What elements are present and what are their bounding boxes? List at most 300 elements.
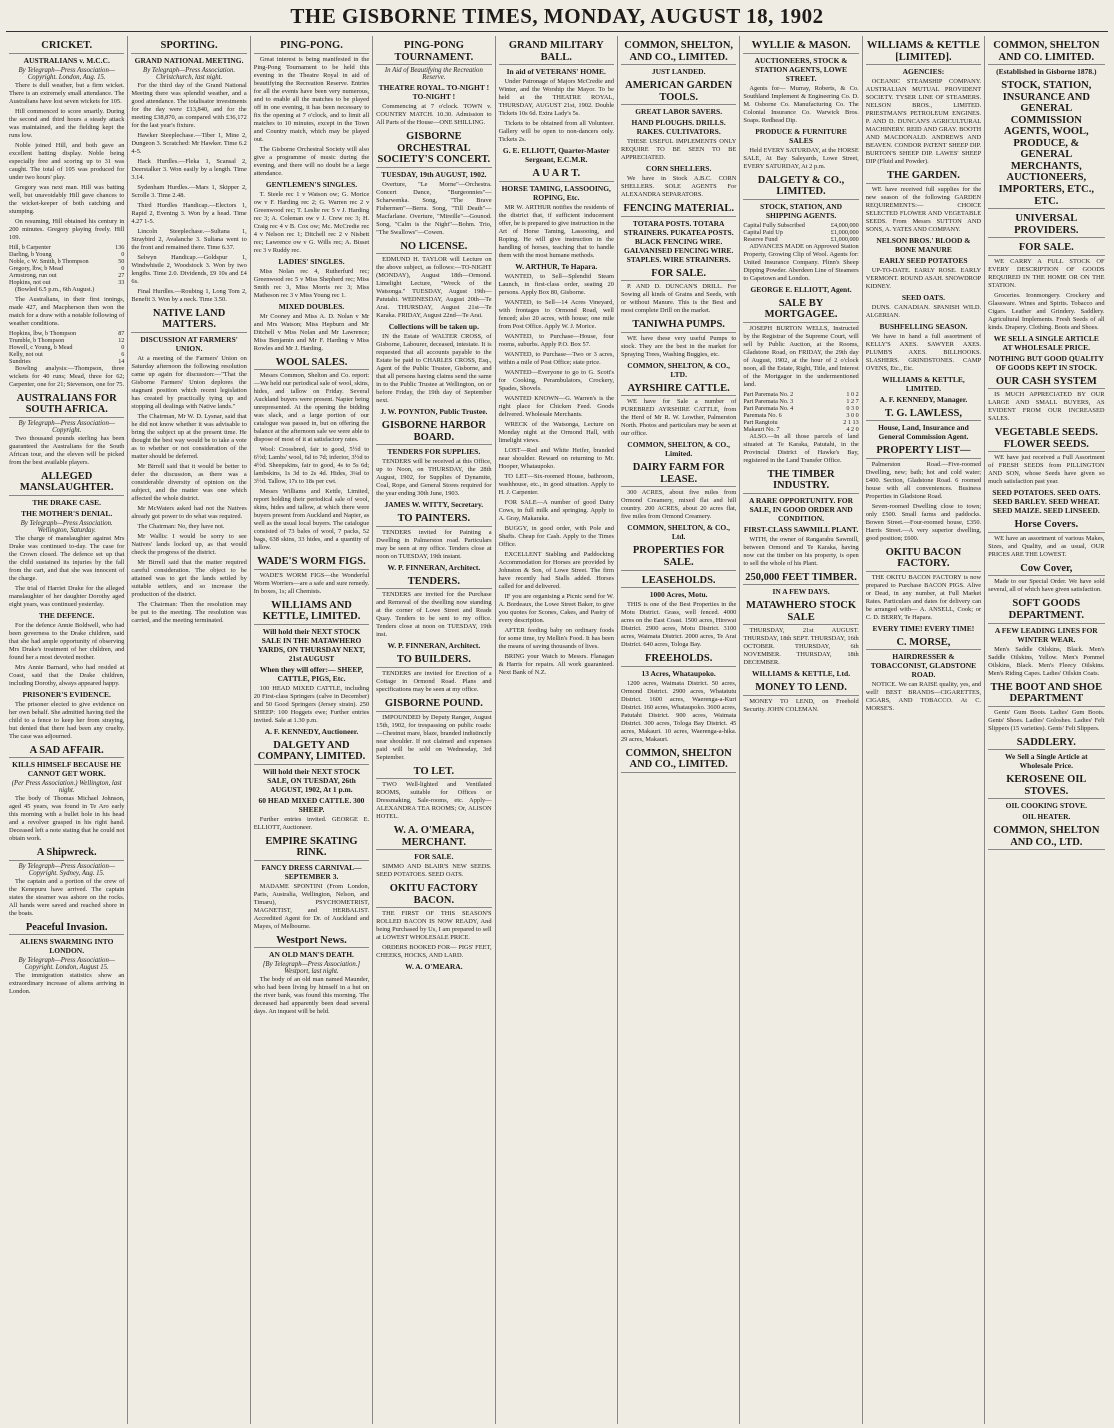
paragraph: SIMMO AND BLAIR'S NEW SEEDS. SEED POTATOES. SEED OATS. bbox=[376, 863, 492, 879]
centered-line: GRAND NATIONAL MEETING. bbox=[134, 55, 244, 65]
paragraph: WE have just received a Full Assortment of FRESH SEEDS from PILLINGTON AND SON, whose Seeds have given so much satisfaction past year. bbox=[988, 454, 1105, 486]
column-8 bbox=[863, 36, 985, 1424]
centered-line: EARLY SEED POTATOES bbox=[879, 255, 968, 265]
paragraph: MR W. ARTHUR notifies the residents of the district that, if sufficient inducement offer, he is prepared to give instruction in the Art of Horse Taming, Lassooing, and Roping. He will give instruction in the handling of horses, teaching that to handle them with the most humane methods. bbox=[498, 203, 614, 259]
headline: MATAWHERO STOCK SALE bbox=[743, 600, 858, 625]
headline: A U A R T. bbox=[499, 168, 614, 182]
paragraph: Groceries. Ironmongery. Crockery and Glassware. Wines and Spirits. Tobacco and Cigars. Leather and Grindery. Saddlery. Agricultural Implements. Fresh Seeds of all kinds. Drapery. Clothing. Boots and Shoes. bbox=[988, 291, 1105, 331]
centered-line: NELSON BROS.' BLOOD & BONE MANURE bbox=[876, 235, 971, 254]
headline: C. MORSE, bbox=[866, 637, 981, 651]
centered-line: THE DEFENCE. bbox=[38, 610, 95, 620]
paragraph: Selwyn Handicap.—Goldspur 1, Windwhistle 2, Woodstock 3. Won by two lengths. Time 2.0. Dividends, £9 10s and £4 6s. bbox=[131, 253, 247, 285]
centered-line: AUCTIONEERS, STOCK & STATION AGENTS, LOWE STREET. bbox=[754, 55, 848, 83]
table-cell: 1 0 2 bbox=[846, 390, 859, 398]
dateline: In Aid of Beautifying the Recreation Reserve. bbox=[384, 67, 483, 82]
centered-line: MIXED DOUBLES. bbox=[278, 301, 345, 311]
headline: THE TIMBER INDUSTRY. bbox=[743, 469, 858, 494]
table-cell: Sundries bbox=[9, 357, 31, 365]
dateline: By Telegraph—Press Association—Copyright. London, Aug. 15. bbox=[18, 66, 115, 81]
column-7 bbox=[740, 36, 862, 1424]
centered-line: Will hold their NEXT STOCK SALE, ON TUESDAY, 26th AUGUST, 1902, At 1 p.m. bbox=[262, 766, 361, 794]
table-row bbox=[9, 244, 124, 251]
paragraph: 1200 acres, Waimata District. 50 acres, Ormond District. 2900 acres, Whatatutu District. 1600 acres, Waerenga-a-Kuri District. 160 acres, Whataupoko. 3600 acres, Patutahi District. 900 acres, Waimata District. 300 acres, Tologa Bay District. 45 acres, Makauri. 10 acres, Waerenga-a-hika. 29 acres, Makauri. bbox=[620, 679, 737, 743]
paragraph: TWO Well-lighted and Ventilated ROOMS, suitable for Offices or Dressmaking, Sale-rooms, etc. Apply— ALEXANDRA TEA ROOMS; Or, ALISON HOTEL. bbox=[376, 781, 492, 821]
table-cell: Part Paremata No. 2 bbox=[743, 390, 794, 398]
headline: ALLEGED MANSLAUGHTER. bbox=[9, 471, 124, 496]
headline: OUR CASH SYSTEM bbox=[988, 376, 1104, 390]
headline: THE BOOT AND SHOE DEPARTMENT bbox=[988, 682, 1104, 707]
paragraph: EXCELLENT Stabling and Paddocking Accommodation for Horses are provided by Johnston & Son, of Lowe Street. The firm have recently had Stalls added. Horses called for and delivered. bbox=[498, 550, 614, 590]
masthead-title: THE GISBORNE TIMES, MONDAY, AUGUST 18, 1902 bbox=[290, 4, 824, 28]
table-cell: 4 2 0 bbox=[846, 425, 859, 433]
centered-line: 60 HEAD MIXED CATTLE. 300 SHEEP. bbox=[258, 795, 365, 814]
paragraph: WRECK of the Watsonga, Lecture on Monday night at the Ormond Hall, with limelight views. bbox=[498, 420, 614, 444]
table-row bbox=[743, 391, 858, 398]
centered-line: G. E. ELLIOTT, Quarter-Master Sergeant, E.C.M.R. bbox=[502, 146, 610, 165]
centered-line: AUSTRALIANS v. M.C.C. bbox=[23, 55, 110, 65]
centered-line: We Sell a Single Article at Wholesale Price. bbox=[1004, 752, 1088, 771]
column-6 bbox=[618, 36, 740, 1424]
table-cell: Howell, c Young, b Mead bbox=[9, 343, 73, 351]
paragraph: TO LET—Six-roomed House, bathroom, washhouse, etc., in good situation. Apply to H. J. Carpenter. bbox=[498, 472, 614, 496]
table-row bbox=[743, 426, 858, 433]
headline: PROPERTIES FOR SALE. bbox=[621, 545, 736, 570]
paragraph: IS MUCH APPRECIATED BY OUR LARGE AND SMALL BUYERS, AS EVIDENT FROM OUR INCREASED SALES. bbox=[988, 391, 1105, 423]
headline: THE GARDEN. bbox=[866, 170, 981, 184]
headline: GISBORNE POUND. bbox=[376, 698, 491, 712]
headline: SOFT GOODS DEPARTMENT. bbox=[988, 598, 1104, 623]
paragraph: The prisoner elected to give evidence on her own behalf. She admitted having tied the child to a fence to keep her from straying, but denied that there had been any cruelty. The case was adjourned. bbox=[9, 700, 125, 740]
headline: TO PAINTERS. bbox=[376, 513, 491, 527]
table-row bbox=[743, 398, 858, 405]
paragraph: P. AND D. DUNCAN'S DRILL. For Sowing all kinds of Grains and Seeds, with or without Manure. This is the Best and most complete Drill on the market. bbox=[620, 283, 737, 315]
paragraph: Hack Hurdles.—Fleka 1, Scansal 2, Deerstalker 3. Won easily by a length. Time 3.14. bbox=[131, 157, 247, 181]
dateline: By Telegraph—Press Association. Wellington, Saturday. bbox=[20, 519, 113, 534]
headline: KEROSENE OIL STOVES. bbox=[988, 774, 1104, 799]
paragraph: IN the Estate of WALTER CROSS, of Gisborne, Labourer, deceased, intestate. It is requested that all accounts payable to the Estate be paid to CHARLES CROSS, Esq., Agent of the Public Trustee, Gisborne, and that all persons having claims send the same in to the Public Trustee at Wellington, on or before Friday, the 19th day of September next. bbox=[376, 333, 492, 405]
paragraph: WE have for Sale a number of PUREBRED AYRSHIRE CATTLE, from the Herd of Mr R. W. Lowther, Palmerston North. Photos and particulars may be seen at our office. bbox=[620, 398, 737, 438]
paragraph: IMPOUNDED by Deputy Ranger, August 15th, 1902, for trespassing on public roads:—Chestnut mare, blaze, branded indistinctly near shoulder. If not claimed and expenses paid will be sold on Wednesday, 3rd September. bbox=[376, 713, 492, 761]
table-cell: 2 1 13 bbox=[843, 418, 859, 426]
table-cell: Hill, b Carpenter bbox=[9, 243, 51, 251]
headline: GRAND MILITARY BALL. bbox=[499, 40, 614, 65]
paragraph: Made to our Special Order. We have sold several, all of which have given satisfaction. bbox=[988, 578, 1105, 594]
centered-line: A. F. KENNEDY, Auctioneer. bbox=[264, 726, 359, 736]
centered-line: COMMON, SHELTON, & CO., Limited. bbox=[627, 440, 730, 459]
centered-line: House, Land, Insurance and General Commission Agent. bbox=[878, 423, 969, 442]
headline: CRICKET. bbox=[9, 40, 124, 54]
paragraph: WANTED, to Purchase—House, four rooms, suburbs. Apply P.O. Box 57. bbox=[498, 332, 614, 348]
paragraph: Mr Birrell said that it would be better to defer the discussion, as there was a considerable diversity of opinion on the subject, and the matter was one which affected the whole district. bbox=[131, 462, 247, 502]
paragraph: WE CARRY A FULL STOCK OF EVERY DESCRIPTION OF GOODS REQUIRED IN THE HOME OR ON THE STATION. bbox=[988, 257, 1105, 289]
table-cell: Trumble, b Thompson bbox=[9, 336, 65, 344]
centered-line: AN OLD MAN'S DEATH. bbox=[269, 950, 354, 960]
paragraph: WITH, the owner of Rangarahu Sawmill, between Ormond and Te Karaka, having now cut the timber on his property, is open to sell the whole of his Plant. bbox=[743, 535, 859, 567]
centered-line: W. P. FINNERAN, Architect. bbox=[387, 562, 481, 572]
data-table bbox=[743, 391, 858, 433]
paragraph: OCEANIC STEAMSHIP COMPANY. AUSTRALIAN MUTUAL PROVIDENT SOCIETY. TYSER LINE OF STEAMERS. NELSON BROS., LIMITED. PRIESTMAN'S PETROLEUM ENGINES. P. AND D. DUNCAN'S AGRICULTURAL MACHINERY. REID AND GRAY. BOOTH AND MACDONALD. ANDREWS AND BEAVEN. CONDOR PATENT SHEEP DIP. BURTON'S SHEEP DIP. LAWES' SHEEP DIP (Fluid and Powder). bbox=[865, 78, 982, 166]
headline: A SAD AFFAIR. bbox=[9, 745, 124, 759]
paragraph: Further entries invited. GEORGE E. ELLIOTT, Auctioneer. bbox=[253, 815, 370, 831]
paragraph: The trial of Harriet Drake for the alleged manslaughter of her daughter Dorothy aged eight years, was continued yesterday. bbox=[9, 584, 125, 608]
paragraph: Agents for— Murray, Roberts, & Co. Southland Implement & Engineering Co. D. M. Osborne Co. Manufacturing Co. The Colonial Insurance Co. Warwick Bros. Soaps. Redhead Dip. bbox=[743, 84, 859, 124]
paragraph: T. Steele rec 1 v Watson ow; G. Morice ow v F. Harding rec 2; G. Warren rec 2 v Greenwood rec; T. Leslie rec 5 v J. Harding rec 3; A. Coleman ow v J. Crew rec 3; H. Craig rec 4 v B. Cox ow; Mc. McCredie rec 4 v Nelson rec 1; Ditchell rec 2 v Nisbett rec; Lawrence ow v G. Wills rec; A. Bisset rec 3 v Ruddy rec. bbox=[253, 190, 370, 254]
centered-line: THEATRE ROYAL. TO-NIGHT ! TO-NIGHT ! bbox=[378, 83, 490, 102]
headline: COMMON, SHELTON AND CO. LIMITED. bbox=[988, 40, 1104, 65]
centered-line: THE MOTHER'S DENIAL. bbox=[21, 508, 113, 518]
paragraph: Mr Birrell said that the matter required careful consideration. The object to be attained was to get the lands settled by suitable settlers, and so increase the production of the district. bbox=[131, 558, 247, 598]
paragraph: EDMUND H. TAYLOR will Lecture on the above subject, as follows:—TO-NIGHT (MONDAY), August 18th—Ormond. Limelight Lecture, "Wreck of the Watsonga." TUESDAY, August 19th—Patutahi. WEDNESDAY, August 20th—Te Arai. THURSDAY, August 21st—Te Karaka. FRIDAY, August 22nd—Te Arai. bbox=[376, 256, 492, 320]
headline: UNIVERSAL PROVIDERS. bbox=[988, 213, 1104, 238]
centered-line: A. F. KENNEDY, Manager. bbox=[879, 394, 968, 404]
centered-line: OIL COOKING STOVE. bbox=[1005, 801, 1087, 811]
column-1 bbox=[6, 36, 128, 1424]
column-3 bbox=[251, 36, 373, 1424]
paragraph: We have in hand a full assortment of KELLY'S AXES. SAWYER AXES. PLUMB'S AXES. BILLHOOKS. SLASHERS. GRINDSTONES. CAMP OVENS, Etc., Etc. bbox=[865, 332, 982, 372]
table-cell: 0 bbox=[121, 264, 125, 272]
headline: TO LET. bbox=[376, 766, 491, 780]
paragraph: There is dull weather, but a firm wicket. There is an extremely small attendance. The Australians have lost seven wickets for 105. bbox=[9, 81, 125, 105]
table-cell: 1 2 7 bbox=[846, 397, 859, 405]
paragraph: Two thousand pounds sterling has been guaranteed the Australians for the South African tour, and the eleven will be picked from the best available players. bbox=[9, 434, 125, 466]
paragraph: WADE'S WORM FIGS—the Wonderful Worm Worriers—are a safe and sure remedy. In boxes, 1s; all Chemists. bbox=[253, 571, 370, 595]
table-row bbox=[9, 279, 124, 286]
table-cell: 0 bbox=[121, 343, 125, 351]
headline: FOR SALE. bbox=[621, 268, 736, 282]
masthead-rule bbox=[6, 31, 1108, 32]
paragraph: At a meeting of the Farmers' Union on Saturday afternoon the following resolution came up again for discussion:—"That the Gisborne Farmers' Union deplores the stagnant position which recent legislation has created by practically tying up and stopping all dealings with Native lands." bbox=[131, 354, 247, 410]
paragraph: FOR SALE—A number of good Dairy Cows, in full milk and springing. Apply to A. Gray, Makaraka. bbox=[498, 498, 614, 522]
column-4 bbox=[373, 36, 495, 1424]
paragraph: Under Patronage of Majors McCredie and Winter, and the Worship the Mayor. To be held at the THEATRE ROYAL, THURSDAY, AUGUST 21st, 1902. Double Tickets 10s 6d. Extra Lady's 5s. bbox=[498, 78, 614, 118]
paragraph: WE have received full supplies for the new season of the following GARDEN REQUIREMENTS:— CHOICE SELECTED FLOWER AND VEGETABLE SEEDS. From Messrs SUTTON AND SONS, A. YATES AND COMPANY. bbox=[865, 185, 982, 233]
table-cell: £4,000,000 bbox=[830, 221, 859, 229]
paragraph: NOTICE. We can RAISE quality, yes, and well! BEST BRANDS—CIGARETTES, CIGARS, AND TOBACCO. At C. MORSE'S. bbox=[865, 681, 982, 713]
centered-line: HAND PLOUGHS. DRILLS. RAKES. CULTIVATORS. bbox=[631, 118, 726, 137]
centered-line: TOTARA POSTS. TOTARA STRAINERS. PUKATEA POSTS. BLACK FENCING WIRE. GALVANISED FENCING WIRE. STAPLES. WIRE STRAINERS. bbox=[623, 218, 734, 264]
centered-line: SEED OATS. bbox=[901, 292, 946, 302]
paragraph: MADAME SPONTINI (From London, Paris, Australia, Wellington, Nelson, and Timaru), PSYCHOMETRIST, MAGNETIST, and HERBALIST. Accredited Agent for Dr. of Auckland and Mayes, of Melbourne. bbox=[253, 882, 370, 930]
paragraph: TENDERS are invited for the Purchase and Removal of the dwelling now standing at the corner of Lowe Street and Reads Quay. Tenders to be sent to my office. Tenders close at noon on TUESDAY, 19th inst. bbox=[376, 591, 492, 639]
centered-line: W. P. FINNERAN, Architect. bbox=[387, 641, 481, 651]
centered-line: 1000 Acres, Motu. bbox=[649, 590, 708, 600]
headline: MONEY TO LEND. bbox=[743, 682, 858, 696]
table-cell: Hopkins, not out bbox=[9, 278, 51, 286]
table-cell: 50 bbox=[118, 257, 125, 265]
centered-line: GREAT LABOR SAVERS. bbox=[635, 107, 723, 117]
headline: Cow Cover, bbox=[988, 563, 1104, 577]
headline: DAIRY FARM FOR LEASE. bbox=[621, 462, 736, 487]
paragraph: The charge of manslaughter against Mrs Drake was continued to-day. The case for the Crown closed. The defence set up that the child sustained its injuries by the fall from the cart, and that she was innocent of the charge. bbox=[9, 534, 125, 582]
table-row bbox=[743, 236, 858, 243]
table-cell: £1,000,000 bbox=[830, 228, 859, 236]
headline: Horse Covers. bbox=[988, 519, 1104, 533]
table-cell: Makauri No. 7 bbox=[743, 425, 780, 433]
headline: PING-PONG. bbox=[254, 40, 369, 54]
centered-line: WILLIAMS & KETTLE, Ltd. bbox=[751, 669, 851, 679]
paragraph: Lincoln Steeplechase.—Sultana 1, Straybird 2, Avalanche 3. Sultana went to the front and remained there. Time 6.37. bbox=[131, 227, 247, 251]
paragraph: The body of an old man named Maunder, who had been living by himself in a hut on the river bank, was found this morning. The deceased had apparently been dead several days. An inquest will be held. bbox=[253, 976, 370, 1016]
centered-line: HAIRDRESSER & TOBACCONIST, GLADSTONE ROAD. bbox=[870, 652, 977, 680]
centered-line: FIRST-CLASS SAWMILL PLANT. bbox=[743, 524, 859, 534]
table-row bbox=[743, 229, 858, 236]
dateline: By Telegraph—Press Association. Christchurch, last night. bbox=[143, 66, 236, 81]
centered-line: SEED POTATOES. SEED OATS. SEED BARLEY. SEED WHEAT. SEED MAIZE. SEED LINSEED. bbox=[992, 488, 1101, 516]
centered-line: LADIES' SINGLES. bbox=[278, 256, 345, 266]
paragraph: Seven-roomed Dwelling close to town; only £500. Small farms and paddocks. Bowen Street.—Four-roomed house, £350. Harris Street.—A very superior dwelling, good position; £600. bbox=[865, 502, 982, 542]
headline: WOOL SALES. bbox=[254, 357, 369, 371]
centered-line: A FEW LEADING LINES FOR WINTER WEAR. bbox=[994, 625, 1098, 644]
dateline: [By Telegraph—Press Association.] Westport, last night. bbox=[262, 961, 361, 976]
paragraph: 100 HEAD MIXED CATTLE, including 20 First-class Springers (calve in December) and 50 Good Springers (Jersey strain). 250 SHEEP: 100 Hoggets ewe; Further entries invited. Sale at 1.30 p.m. bbox=[253, 684, 370, 724]
centered-line: J. W. POYNTON, Public Trustee. bbox=[380, 407, 488, 417]
centered-line: FOR SALE. bbox=[414, 852, 454, 862]
headline: COMMON, SHELTON AND CO., LIMITED. bbox=[621, 748, 736, 773]
centered-line: HORSE TAMING, LASSOOING, ROPING, Etc. bbox=[501, 183, 611, 202]
paragraph: Messrs Williams and Kettle, Limited, report holding their periodical sale of wool, skins, hides and tallow, at which there were buyers present from Auckland and Napier, as well as the usual local buyers. The catalogue consisted of 73 bales of wool, 7 packs, 52 bags, 638 skins, 33 hides, and a quantity of tallow. bbox=[253, 488, 370, 552]
paragraph: WE have these very useful Pumps to stock. They are the best in the market for Spraying Trees, Washing Buggies, etc. bbox=[620, 334, 737, 358]
paragraph: The Chairman: No, they have not. bbox=[137, 522, 225, 530]
paragraph: Noble joined Hill, and both gave an excellent batting display. Noble being especially free and scoring up to 31 was caught. The total of 105 was produced for under two hours' play. bbox=[9, 141, 125, 181]
paragraph: BRING your Watch to Messrs. Flanagan & Harris for repairs. All work guaranteed. Next Bank of N.Z. bbox=[498, 652, 614, 676]
headline: SPORTING. bbox=[131, 40, 246, 54]
headline: OKITU FACTORY BACON. bbox=[376, 883, 491, 908]
paragraph: 300 ACRES, about five miles from Ormond Creamery, mixed flat and hill country. 200 ACRES, about 20 acres flat, five miles from Ormond Creamery. bbox=[620, 489, 737, 521]
centered-line: COMMON, SHELTON, & CO., LTD. bbox=[627, 360, 730, 379]
table-row bbox=[743, 405, 858, 412]
table-cell: Hopkins, lbw, b Thompson bbox=[9, 329, 77, 337]
centered-line: W. ARTHUR, Te Hapara. bbox=[515, 261, 598, 271]
paragraph: TENDERS will be received at this Office, up to Noon, on THURSDAY, the 28th August, 1902, for Supplies of Dynamite, Coal, Rope, and General Stores required for the year ending 30th June, 1903. bbox=[376, 458, 492, 498]
table-cell: 27 bbox=[118, 271, 125, 279]
paragraph: THE OKITU BACON FACTORY is now prepared to Purchase BACON PIGS. Alive or Dead, in any number, at Full Market Rates. Particulars and dates for delivery can be arranged with— A. ANSELL, Cook; or C. D. BERRY, Te Hapara. bbox=[865, 573, 982, 621]
centered-line: COMMON, SHELTON, & CO., Ltd. bbox=[627, 523, 730, 542]
headline: A Shipwreck. bbox=[9, 847, 124, 861]
table-cell: Paremata No. 6 bbox=[743, 411, 782, 419]
paragraph: BUGGY, in good order, with Pole and Shafts. Cheap for Cash. Apply to the Times Office. bbox=[498, 524, 614, 548]
centered-line: GEORGE E. ELLIOTT, Agent. bbox=[750, 284, 852, 294]
dateline: By Telegraph—Press Association—Copyright. London, August 15. bbox=[18, 957, 115, 972]
headline: SADDLERY. bbox=[988, 737, 1104, 751]
table-cell: Part Paremata No. 3 bbox=[743, 397, 794, 405]
centered-line: BUSHFELLING SEASON. bbox=[879, 321, 968, 331]
paragraph: The immigration statistics show an extraordinary increase of aliens arriving in London. bbox=[9, 972, 125, 996]
centered-line: WE SELL A SINGLE ARTICLE AT WHOLESALE PRICE. bbox=[993, 333, 1099, 352]
centered-line: 13 Acres, Whataupoko. bbox=[641, 668, 716, 678]
paragraph: WANTED—Everyone to go to G. Scott's for Cooking, Perambulators, Crockery, Spades, Shovels. bbox=[498, 368, 614, 392]
paragraph: Gregory was next man. Hill was batting well, but unavoidably Hill gave chances to the wicket-keeper of both catching and stumping. bbox=[9, 183, 125, 215]
table-cell: 0 3 0 bbox=[846, 404, 859, 412]
paragraph: WANTED, to Sell—Splendid Steam Launch, in first-class order, seating 20 persons. Apply Box 80, Gisborne. bbox=[498, 272, 614, 296]
centered-line: A RARE OPPORTUNITY. FOR SALE, IN GOOD ORDER AND CONDITION. bbox=[749, 495, 854, 523]
table-cell: Darling, b Young bbox=[9, 250, 52, 258]
columns-container bbox=[6, 36, 1108, 1424]
paragraph: LOST—Red and White Heifer, branded near shoulder. Reward on returning to Mr. Hooper, Whataupoko. bbox=[498, 446, 614, 470]
paragraph: THE FIRST OF THIS SEASON'S ROLLED BACON IS NOW READY, And being Purchased by Us, I am prepared to sell at LOWEST WHOLESALE PRICE. bbox=[376, 910, 492, 942]
table-row bbox=[9, 330, 124, 337]
centered-line: IN A FEW DAYS. bbox=[772, 587, 830, 597]
paragraph: Mr Wallis: I would be sorry to see Natives' lands locked up, as that would check the progress of the district. bbox=[131, 532, 247, 556]
table-cell: 33 bbox=[118, 278, 125, 286]
table-cell: Capital Fully Subscribed bbox=[743, 221, 805, 229]
paragraph: Gents' Gum Boots. Ladies' Gum Boots. Gents' Shoes. Ladies' Goloshes. Ladies' Felt Slippers (15 varieties). Gents' Felt Slippers. bbox=[988, 708, 1105, 732]
headline: Westport News. bbox=[254, 935, 369, 949]
paragraph: Third Hurdles Handicap.—Electors 1, Rapid 2, Evening 3. Won by a head. Time 4.27 1-5. bbox=[131, 201, 247, 225]
headline: AUSTRALIANS FOR SOUTH AFRICA. bbox=[9, 393, 124, 418]
headline: GISBORNE HARBOR BOARD. bbox=[376, 420, 491, 445]
table-row bbox=[9, 351, 124, 358]
paragraph: Sydenham Hurdles.—Mars 1, Skipper 2, Scrolle 3. Time 2.48. bbox=[131, 183, 247, 199]
table-cell: Armstrong, run out bbox=[9, 271, 57, 279]
centered-line: PRODUCE & FURNITURE SALES bbox=[755, 126, 847, 145]
headline: PING-PONG TOURNAMENT. bbox=[376, 40, 491, 65]
centered-line: EVERY TIME! EVERY TIME! bbox=[872, 623, 975, 633]
paragraph: On resuming, Hill obtained his century in 200 minutes. Gregory playing freely. Hill 109. bbox=[9, 217, 125, 241]
paragraph: JOSEPH BURTON WELLS, Instructed by the Registrar of the Supreme Court, will sell by Public Auction, at the Rooms, Gladstone Road, on FRIDAY, the 29th day of August, 1902, at the hour of 2 o'clock noon, all the Estate, Right, Title, and Interest of the Mortgagor in the undermentioned land. bbox=[743, 324, 859, 388]
table-row bbox=[9, 337, 124, 344]
paragraph: TENDERS invited for Painting a Dwelling in Palmerston road. Particulars may be seen at my office. Tenders close at noon on TUESDAY, 19th instant. bbox=[376, 528, 492, 560]
paragraph: Palmerston Road.—Five-roomed Dwelling, new; bath; hot and cold water; £400. Section, Gladstone Road. 6 roomed house with all conveniences. Business Properties in Gladstone Road. bbox=[865, 460, 982, 500]
paragraph: The body of Thomas Michael Johnson, aged 45 years, was found in Te Aro early this morning with a bullet hole in his head and a revolver grasped in his right hand. Deceased left a note stating that he could not obtain work. bbox=[9, 795, 125, 843]
dateline: By Telegraph—Press Association—Copyright. Sydney, Aug. 15. bbox=[18, 862, 115, 877]
paragraph: ORDERS BOOKED FOR— PIGS' FEET, CHEEKS, HOCKS, AND LARD. bbox=[376, 944, 492, 960]
paragraph: The Australians, in their first innings, made 427, and Macpherson then won the match for a draw with a notable following of weather conditions. bbox=[9, 295, 125, 327]
paragraph: Held EVERY SATURDAY, at the HORSE SALE, At Bay Saleyards, Lowe Street, EVERY SATURDAY, At 2 p.m. bbox=[743, 146, 859, 170]
dateline: (Per Press Association.) Wellington, last night. bbox=[11, 780, 122, 795]
paragraph: Overture, "Le Morne"—Orchestra. Concert Dance, "Burgeonnies"—Scharwenka. Song, "The Brave Fishermen"—Berra. Song, "Till Death"—Macfarlane. Overture, "Mireille"—Gounod. Song, "Calm is the Night"—Bohm. Trio, "The Swallows"—Cowen. bbox=[376, 180, 492, 236]
paragraph: TENDERS are invited for Erection of a Cottage in Ormond Road. Plans and specifications may be seen at my office. bbox=[376, 670, 492, 694]
headline: TO BUILDERS. bbox=[376, 654, 491, 668]
centered-line: KILLS HIMSELF BECAUSE HE CANNOT GET WORK. bbox=[12, 760, 122, 779]
centered-line: DISCUSSION AT FARMERS' UNION. bbox=[140, 334, 238, 353]
headline: WILLIAMS & KETTLE [LIMITED]. bbox=[866, 40, 981, 65]
paragraph: WANTED, to Purchase—Two or 3 acres, within a mile of Post Office; state price. bbox=[498, 350, 614, 366]
paragraph: WANTED, to Sell—14 Acres Vineyard, with frontages to Ormond Road, well fenced; also 20 acres, with house; one mile from Post Office. Apply W. J. Morice. bbox=[498, 298, 614, 330]
paragraph: THIS is one of the Best Properties in the Motu District. Grass, well fenced. 4000 acres on the East Coast. 1500 acres, Hirewai District. 2900 acres, Motu District. 3100 acres, Waimata District. 2000 acres, Te Arai District. 640 acres, Tologa Bay. bbox=[620, 601, 737, 649]
paragraph: We have in Stock A.B.C. CORN SHELLERS. SOLE AGENTS For ALEXANDRA SEPARATORS. bbox=[620, 175, 737, 199]
headline: 250,000 FEET TIMBER. bbox=[743, 572, 858, 586]
centered-line: STOCK, STATION, AND SHIPPING AGENTS. bbox=[759, 201, 843, 220]
table-cell: 3 0 0 bbox=[846, 411, 859, 419]
paragraph: THESE USEFUL IMPLEMENTS ONLY REQUIRE TO BE SEEN TO BE APPRECIATED. bbox=[620, 138, 737, 162]
data-table bbox=[9, 330, 124, 365]
column-2 bbox=[128, 36, 250, 1424]
centered-line: W. A. O'MEARA. bbox=[405, 962, 463, 972]
table-row bbox=[743, 222, 858, 229]
headline: LEASEHOLDS. bbox=[621, 575, 736, 589]
table-row bbox=[743, 412, 858, 419]
centered-line: Will hold their NEXT STOCK SALE IN THE MATAWHERO YARDS, ON THURSDAY NEXT, 21st AUGUST bbox=[257, 626, 365, 663]
paragraph: Final Hurdles.—Roubing 1, Long Tom 2, Benefit 3. Won by a neck. Time 3.50. bbox=[131, 287, 247, 303]
centered-line: OIL HEATER. bbox=[1022, 812, 1071, 822]
centered-line: JAMES W. WITTY, Secretary. bbox=[384, 500, 484, 510]
dateline: By Telegraph—Press Association—Copyright. bbox=[18, 419, 115, 434]
centered-line: NOTHING BUT GOOD QUALITY OF GOODS KEPT IN STOCK. bbox=[988, 353, 1104, 372]
centered-line: CORN SHELLERS. bbox=[645, 164, 712, 174]
paragraph: WANTED KNOWN—G. Warren's is the right place for Chicken Feed. Goods delivered. Wholesale Merchants. bbox=[498, 394, 614, 418]
headline: NATIVE LAND MATTERS. bbox=[131, 308, 246, 333]
headline: VEGETABLE SEEDS. FLOWER SEEDS. bbox=[988, 427, 1104, 452]
centered-line: GENTLEMEN'S SINGLES. bbox=[265, 179, 358, 189]
paragraph: Messrs Common, Shelton and Co. report:—We held our periodical sale of wool, skins, hides, and tallow on Friday. Several Auckland buyers were present. Napier being unrepresented. At the opening the bidding was slack, and a large portion of our catalogue was passed in, but on offering the balance at the afternoon sale we were able to dispose of most of it at satisfactory rates. bbox=[253, 372, 370, 444]
paragraph: The captain and a portion of the crew of the Kenepuru have arrived. The captain states the steamer was ashore on the rocks. All hands were saved and reached shore in the boats. bbox=[9, 877, 125, 917]
paragraph: Hawker Steeplechase.—Tiber 1, Mine 2, Dungeon 3. Scratched: Mr Hawker. Time 6.2 4-5. bbox=[131, 131, 247, 155]
column-9 bbox=[985, 36, 1107, 1424]
headline: AYRSHIRE CATTLE. bbox=[621, 383, 736, 397]
paragraph: The Gisborne Orchestral Society will also give a programme of music during the evening, and there will no doubt be a large attendance. bbox=[253, 145, 370, 177]
paragraph: (Bowled 6.5 p.m., 6th August.) bbox=[15, 285, 95, 293]
headline: GISBORNE ORCHESTRAL SOCIETY'S CONCERT. bbox=[376, 131, 491, 168]
column-5 bbox=[496, 36, 618, 1424]
paragraph: Wool: Crossbred, fair to good, 5½d to 6½d; Lambs' wool, 6d to 7d; inferior, 3½d to 4½d. Sheepskins, fair to good, 4s to 5s 6d; lambskins, 1s 3d to 2s 4d. Hides, 3¼d to 3½d. Tallow, 17s to 18s per cwt. bbox=[253, 446, 370, 486]
headline: COMMON, SHELTON AND CO., LTD. bbox=[988, 825, 1104, 850]
centered-line: Collections will be taken up. bbox=[388, 322, 479, 332]
headline: WYLLIE & MASON. bbox=[743, 40, 858, 54]
centered-line: (Established in Gisborne 1878.) bbox=[996, 67, 1097, 77]
paragraph: ADVANCES MADE on Approved Station Property, Growing Clip of Wool. Agents for: United Insurance Company. Flinn's Sheep Dipping Powder. Aberdeen Line of Steamers to Capetown and London. bbox=[743, 242, 859, 282]
table-cell: 87 bbox=[118, 329, 125, 337]
paragraph: IF you are organising a Picnic send for W. A. Bordeaux, the Lowe Street Baker, to give you quotes for Scones, Cakes, and Pastry of every description. bbox=[498, 592, 614, 624]
headline: DALGETY AND COMPANY, LIMITED. bbox=[254, 740, 369, 765]
paragraph: Men's Saddle Oilskins, Black. Men's Saddle Oilskins, Yellow. Men's Pommel Oilskins, Black. Men's Fleecy Oilskins. Men's Riding Capes. Ladies' Oilskin Coats. bbox=[988, 645, 1105, 677]
table-row bbox=[9, 358, 124, 365]
paragraph: MONEY TO LEND, on Freehold Security. JOHN COLEMAN. bbox=[743, 698, 859, 714]
paragraph: For the defence Annie Boldwell, who had been governess to the Drake children, said that she had ample opportunity of observing Mrs Drake's treatment of her children, and found her a most devoted mother. bbox=[9, 621, 125, 661]
paragraph: Hill commenced to score smartly. During the second and third hours a steady attack was maintained, and the fielding kept the runs low. bbox=[9, 107, 125, 139]
paragraph: UP-TO-DATE. EARLY ROSE. EARLY VERMONT. ROUND ASAH. SNOWDROP KIDNEY. bbox=[865, 266, 982, 290]
table-cell: Part Paremata No. 4 bbox=[743, 404, 794, 412]
headline: PROPERTY LIST— bbox=[866, 445, 981, 459]
table-cell: 12 bbox=[118, 336, 125, 344]
paragraph: Tickets to be obtained from all Volunteer. Gallery will be open to non-dancers only. Tickets 2s. bbox=[498, 120, 614, 144]
paragraph: Bowling analysis:—Thompson, three wickets for 40 runs; Mead, three for 62; Carpenter, one for 21; Stevenson, one for 75. bbox=[9, 364, 125, 388]
headline: EMPIRE SKATING RINK. bbox=[254, 836, 369, 861]
headline: TENDERS. bbox=[376, 576, 491, 590]
table-cell: 136 bbox=[115, 243, 125, 251]
paragraph: For the third day of the Grand National Meeting there was splendid weather, and a good attendance. The totalisator investments for the day were £13,840, and for the meeting £38,870, as compared with £36,172 for the last year's fixture. bbox=[131, 81, 247, 129]
paragraph: The Chairman: Then the resolution may be put to the meeting. The resolution was carried, and the meeting terminated. bbox=[131, 600, 247, 624]
table-cell: 14 bbox=[118, 357, 125, 365]
table-row bbox=[9, 344, 124, 351]
centered-line: When they will offer:— SHEEP, CATTLE, PIGS, Etc. bbox=[259, 664, 364, 683]
paragraph: THURSDAY, 21st AUGUST. THURSDAY, 18th SEPT. THURSDAY, 16th OCTOBER. THURSDAY, 6th NOVEMBER. THURSDAY, 18th DECEMBER. bbox=[743, 627, 859, 667]
table-cell: Kelly, not out bbox=[9, 350, 43, 358]
paragraph: Great interest is being manifested in the Ping-Pong Tournament to be held this evening in the Theatre Royal in aid of beautifying the Recreation Reserve. Entries for all the events have been very numerous, and to enable all the matches to be played off in one evening, it has been necessary to fix the opening at 7 o'clock, and to limit all matches to 10 minutes, except in the Town and Country match, which may be played out. bbox=[253, 55, 370, 143]
headline: OKITU BACON FACTORY. bbox=[866, 547, 981, 572]
paragraph: AFTER feeding baby on ordinary foods for some time, try Mellin's Food. It has been the means of saving thousands of lives. bbox=[498, 626, 614, 650]
centered-line: AGENCIES: bbox=[902, 67, 945, 77]
centered-line: JUST LANDED. bbox=[651, 67, 706, 77]
table-row bbox=[743, 419, 858, 426]
paragraph: Mrs Annie Barnard, who had resided at Coast, said that the Drake children, including Dorothy, always appeared happy. bbox=[9, 663, 125, 687]
centered-line: THE DRAKE CASE. bbox=[32, 497, 101, 507]
table-cell: Noble, c W. Smith, b Thompson bbox=[9, 257, 89, 265]
table-cell: Gregory, lbw, b Mead bbox=[9, 264, 64, 272]
paragraph: WE have an assortment of various Makes, Sizes, and Quality, and as usual, OUR PRICES ARE THE LOWEST. bbox=[988, 534, 1105, 558]
centered-line: PRISONER'S EVIDENCE. bbox=[22, 689, 111, 699]
table-cell: £1,000,000 bbox=[830, 235, 859, 243]
table-cell: 6 bbox=[121, 350, 125, 358]
paragraph: DUNS. CANADIAN. SPANISH WILD. ALGERIAN. bbox=[865, 303, 982, 319]
centered-line: In aid of VETERANS' HOME. bbox=[506, 67, 606, 77]
headline: W. A. O'MEARA, MERCHANT. bbox=[376, 825, 491, 850]
headline: TANIWHA PUMPS. bbox=[621, 319, 736, 333]
centered-line: FANCY DRESS CARNIVAL— SEPTEMBER 3. bbox=[261, 862, 362, 881]
centered-line: TENDERS FOR SUPPLIES. bbox=[387, 447, 481, 457]
headline: AMERICAN GARDEN TOOLS. bbox=[621, 80, 736, 105]
table-row bbox=[9, 251, 124, 258]
data-table bbox=[9, 244, 124, 286]
